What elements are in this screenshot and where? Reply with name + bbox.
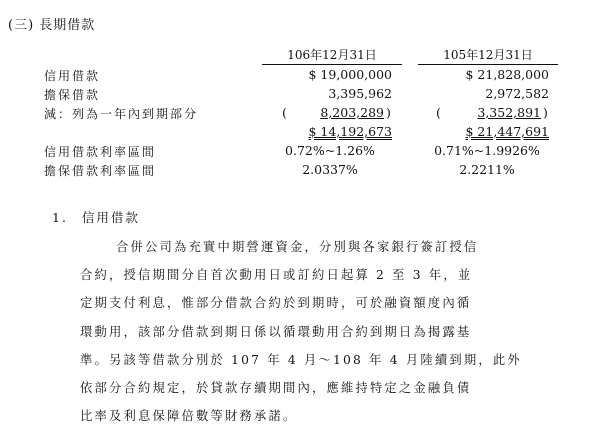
current-portion-2017: 8,203,289 bbox=[320, 105, 384, 120]
current-portion-2017-open-paren: ( bbox=[282, 105, 287, 120]
secured-rate-range-2017: 2.0337% bbox=[302, 162, 358, 177]
credit-loans-2017: $ 19,000,000 bbox=[308, 67, 392, 82]
subsection-title: 信用借款 bbox=[81, 210, 140, 225]
credit-rate-range-2017: 0.72%~1.26% bbox=[285, 143, 375, 158]
secured-rate-range-2016: 2.2211% bbox=[459, 162, 515, 177]
row-label-credit-rate-range: 信用借款利率區間 bbox=[44, 145, 157, 159]
paragraph-line-3: 定期支付利息，惟部分借款合約於到期時，可於融資額度內循 bbox=[80, 296, 472, 310]
total-2017: $ 14,192,673 bbox=[308, 124, 392, 139]
paragraph-line-7: 比率及利息保障倍數等財務承諾。 bbox=[80, 409, 298, 423]
paragraph-line-5: 準。另該等借款分別於 107 年 4 月～108 年 4 月陸續到期，此外 bbox=[80, 353, 522, 367]
row-label-secured-rate-range: 擔保借款利率區間 bbox=[44, 164, 157, 178]
current-portion-2016-open-paren: ( bbox=[436, 105, 441, 120]
subsection-number: 1. bbox=[52, 210, 68, 225]
paragraph-line-2: 合約，授信期間分自首次動用日或訂約日起算 2 至 3 年，並 bbox=[80, 268, 473, 282]
total-2016: $ 21,447,691 bbox=[465, 124, 549, 139]
current-portion-2016: 3,352,891 bbox=[477, 105, 541, 120]
secured-loans-2016: 2,972,582 bbox=[485, 86, 549, 101]
column-header-2017: 106年12月31日 bbox=[262, 46, 402, 65]
current-portion-2016-close-paren: ) bbox=[543, 105, 548, 120]
subsection-heading bbox=[52, 208, 140, 226]
column-header-2016: 105年12月31日 bbox=[418, 46, 558, 65]
current-portion-2017-close-paren: ) bbox=[386, 105, 391, 120]
credit-rate-range-2016: 0.71%~1.9926% bbox=[434, 143, 540, 158]
section-title: (三) 長期借款 bbox=[8, 18, 96, 33]
paragraph-line-6: 依部分合約規定，於貸款存續期間內，應維持特定之金融負債 bbox=[80, 381, 472, 395]
paragraph-line-4: 環動用，該部分借款到期日係以循環動用合約到期日為揭露基 bbox=[80, 325, 472, 339]
row-label-credit-loans: 信用借款 bbox=[44, 69, 101, 83]
credit-loans-2016: $ 21,828,000 bbox=[465, 67, 549, 82]
paragraph-line-1: 合併公司為充實中期營運資金，分別與各家銀行簽訂授信 bbox=[116, 240, 479, 254]
row-label-secured-loans: 擔保借款 bbox=[44, 88, 101, 102]
secured-loans-2017: 3,395,962 bbox=[328, 86, 392, 101]
row-label-current-portion: 減：列為一年內到期部分 bbox=[44, 107, 199, 121]
